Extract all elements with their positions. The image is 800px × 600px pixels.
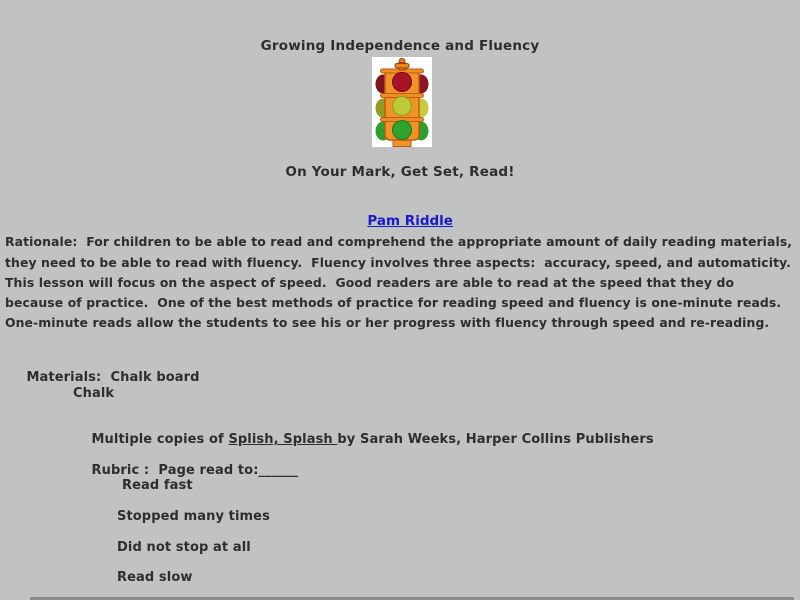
page-subtitle: On Your Mark, Get Set, Read! <box>285 164 515 180</box>
rubric-option-did-not-stop: Did not stop at all <box>117 540 251 555</box>
author-link[interactable]: Pam Riddle <box>367 213 453 229</box>
materials-heading: Materials: <box>26 370 111 385</box>
rubric-blank-line: ______ <box>258 463 299 478</box>
rubric-option-read-slow: Read slow <box>117 570 193 585</box>
rubric-option-read-fast: Read fast <box>122 478 193 493</box>
materials-item-chalk: Chalk <box>73 386 115 401</box>
rubric-label: Rubric : Page read to: <box>91 463 259 478</box>
rationale-text: Rationale: For children to be able to read and comprehend the appropriate amount of daily reading materials, they need to be able to read with fluency. Fluency involves three aspects: accuracy, speed, and automaticity. This lesson will focus on the aspect of speed. Good readers are able to read at the speed that they do because of practice. One of the best methods of practice for reading speed and fluency is one-minute reads. One-minute reads allow the students to see his or her progress with fluency through speed and re-reading. <box>5 234 800 331</box>
rubric-option-stopped-many-times: Stopped many times <box>117 509 270 524</box>
book-line-suffix: by Sarah Weeks, Harper Collins Publishers <box>337 432 654 447</box>
traffic-light-image <box>372 57 432 147</box>
traffic-light-icon <box>372 57 432 147</box>
page-title: Growing Independence and Fluency <box>260 38 540 54</box>
book-title: Splish, Splash <box>228 432 338 447</box>
book-line-prefix: Multiple copies of <box>91 432 229 447</box>
materials-item-chalkboard: Chalk board <box>110 370 200 385</box>
